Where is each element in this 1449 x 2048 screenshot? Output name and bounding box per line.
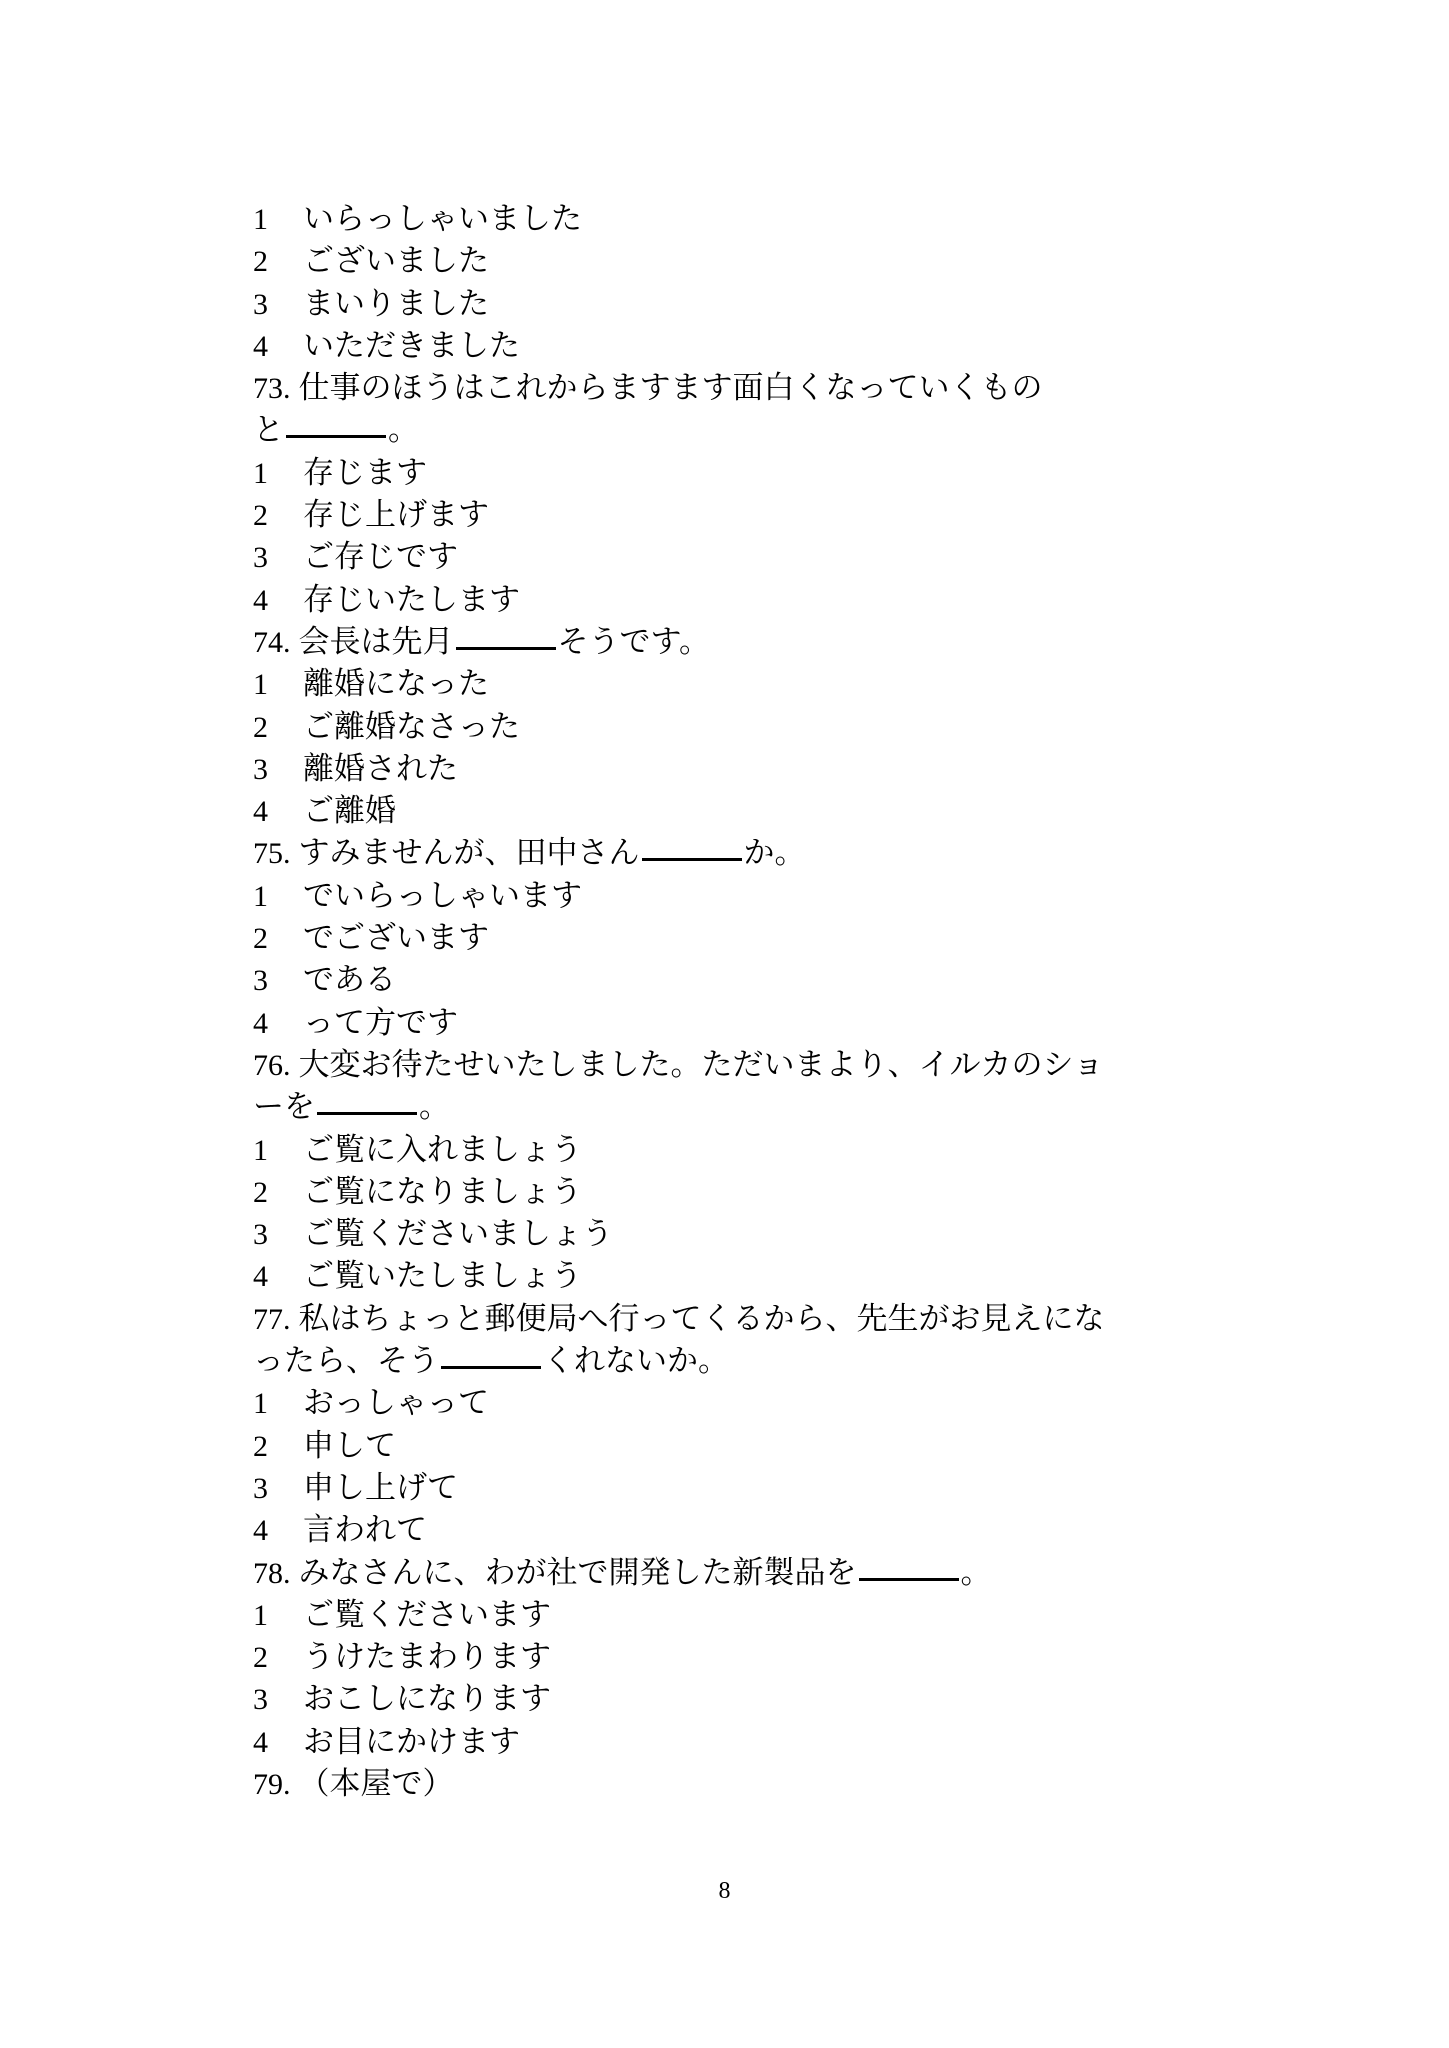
document-body	[253, 198, 1213, 1805]
option-text: 言われて	[303, 1512, 427, 1549]
option-number: 4	[253, 1725, 268, 1759]
option-text: ご覧いたしましょう	[303, 1258, 582, 1295]
option-line	[253, 959, 1213, 1001]
question-number: 77.	[253, 1302, 291, 1336]
option-number: 4	[253, 795, 268, 829]
question-text: 仕事のほうはこれからますます面白くなっていくもの	[298, 370, 1043, 407]
option-number: 1	[253, 1387, 268, 1421]
option-text: いらっしゃいました	[303, 201, 582, 237]
option-line	[253, 198, 1213, 240]
question-text: か。	[743, 835, 806, 872]
option-number: 2	[253, 1175, 268, 1209]
option-line	[253, 494, 1213, 536]
option-line	[253, 452, 1213, 494]
option-line	[253, 1467, 1213, 1509]
option-number: 1	[253, 879, 268, 913]
question-73-cont	[253, 409, 1213, 451]
option-line	[253, 1721, 1213, 1763]
option-line	[253, 875, 1213, 917]
option-number: 1	[253, 456, 268, 490]
option-number: 1	[253, 203, 268, 236]
question-77-cont	[253, 1340, 1213, 1382]
option-text: って方です	[303, 1004, 458, 1041]
option-line	[253, 706, 1213, 748]
option-line	[253, 1129, 1213, 1171]
option-number: 2	[253, 1641, 268, 1675]
option-text: お目にかけます	[303, 1723, 520, 1760]
option-text: 離婚になった	[303, 666, 489, 703]
question-number: 76.	[253, 1048, 291, 1082]
question-number: 75.	[253, 837, 291, 871]
option-number: 4	[253, 583, 268, 617]
option-line	[253, 748, 1213, 790]
option-text: 存じいたします	[303, 581, 520, 618]
question-text: ったら、そう	[253, 1343, 439, 1380]
option-text: ご覧くださいます	[303, 1596, 551, 1633]
answer-blank	[441, 1362, 541, 1369]
option-line	[253, 790, 1213, 832]
option-text: 離婚された	[303, 750, 458, 787]
option-text: うけたまわります	[303, 1639, 551, 1676]
option-number: 1	[253, 668, 268, 702]
option-line	[253, 536, 1213, 578]
option-number: 3	[253, 287, 268, 321]
option-line	[253, 1509, 1213, 1551]
question-text: （本屋で）	[298, 1765, 454, 1802]
page-number: 8	[718, 1878, 731, 1904]
answer-blank	[859, 1574, 959, 1581]
option-text: ご存じです	[303, 539, 458, 576]
option-text: まいりました	[303, 285, 489, 322]
option-text: 申して	[303, 1427, 396, 1464]
question-text: と	[253, 412, 284, 449]
question-79	[253, 1763, 1213, 1805]
question-75	[253, 832, 1213, 874]
option-number: 4	[253, 1514, 268, 1548]
question-76	[253, 1044, 1213, 1086]
option-number: 3	[253, 1471, 268, 1505]
question-78	[253, 1552, 1213, 1594]
question-text: ーを	[253, 1089, 315, 1126]
option-text: おっしゃって	[303, 1385, 489, 1422]
option-text: ご覧くださいましょう	[303, 1216, 613, 1253]
option-number: 3	[253, 752, 268, 786]
option-line	[253, 1171, 1213, 1213]
option-line	[253, 579, 1213, 621]
option-line	[253, 240, 1213, 282]
option-line	[253, 1636, 1213, 1678]
option-text: 存じ上げます	[303, 497, 489, 534]
question-number: 74.	[253, 625, 291, 659]
option-number: 4	[253, 1260, 268, 1294]
option-number: 2	[253, 1429, 268, 1463]
option-text: ございました	[303, 243, 489, 280]
option-line	[253, 663, 1213, 705]
question-number: 79.	[253, 1767, 291, 1801]
answer-blank	[642, 854, 742, 861]
question-text: くれないか。	[543, 1343, 729, 1380]
option-text: でございます	[303, 920, 489, 957]
option-text: 申し上げて	[303, 1469, 458, 1506]
question-text: みなさんに、わが社で開発した新製品を	[298, 1554, 857, 1591]
option-text: いただきました	[303, 327, 520, 364]
question-text: 。	[388, 412, 419, 449]
option-text: でいらっしゃいます	[303, 877, 582, 914]
option-number: 2	[253, 710, 268, 744]
option-number: 2	[253, 499, 268, 533]
question-text: 。	[960, 1554, 992, 1591]
option-text: ご離婚	[303, 793, 396, 830]
question-76-cont	[253, 1086, 1213, 1128]
option-text: ご覧に入れましょう	[303, 1131, 582, 1168]
option-line	[253, 917, 1213, 959]
option-text: である	[303, 962, 396, 999]
option-number: 3	[253, 964, 268, 998]
option-text: おこしになります	[303, 1681, 551, 1718]
option-number: 1	[253, 1598, 268, 1632]
option-line	[253, 1002, 1213, 1044]
question-77	[253, 1298, 1213, 1340]
option-line	[253, 1678, 1213, 1720]
option-number: 3	[253, 1218, 268, 1252]
question-text: そうです。	[557, 623, 711, 660]
option-line	[253, 325, 1213, 367]
option-text: ご覧になりましょう	[303, 1173, 582, 1210]
option-line	[253, 1213, 1213, 1255]
option-number: 4	[253, 329, 268, 363]
option-line	[253, 1382, 1213, 1424]
question-text: 。	[419, 1089, 450, 1126]
question-number: 73.	[253, 372, 291, 406]
answer-blank	[286, 431, 386, 438]
option-line	[253, 1425, 1213, 1467]
option-line	[253, 283, 1213, 325]
option-line	[253, 1594, 1213, 1636]
option-number: 1	[253, 1133, 268, 1167]
question-text: 会長は先月	[298, 623, 454, 660]
question-74	[253, 621, 1213, 663]
option-number: 3	[253, 541, 268, 575]
option-number: 2	[253, 922, 268, 956]
option-text: 存じます	[303, 454, 427, 491]
question-text: 大変お待たせいたしました。ただいまより、イルカのショ	[298, 1046, 1104, 1083]
option-number: 3	[253, 1683, 268, 1717]
answer-blank	[456, 643, 556, 650]
question-number: 78.	[253, 1556, 291, 1590]
option-number: 4	[253, 1006, 268, 1040]
question-73	[253, 367, 1213, 409]
option-number: 2	[253, 245, 268, 279]
answer-blank	[317, 1108, 417, 1115]
option-text: ご離婚なさった	[303, 708, 520, 745]
option-line	[253, 1255, 1213, 1297]
question-text: すみませんが、田中さん	[298, 835, 640, 872]
question-text: 私はちょっと郵便局へ行ってくるから、先生がお見えにな	[298, 1300, 1105, 1337]
